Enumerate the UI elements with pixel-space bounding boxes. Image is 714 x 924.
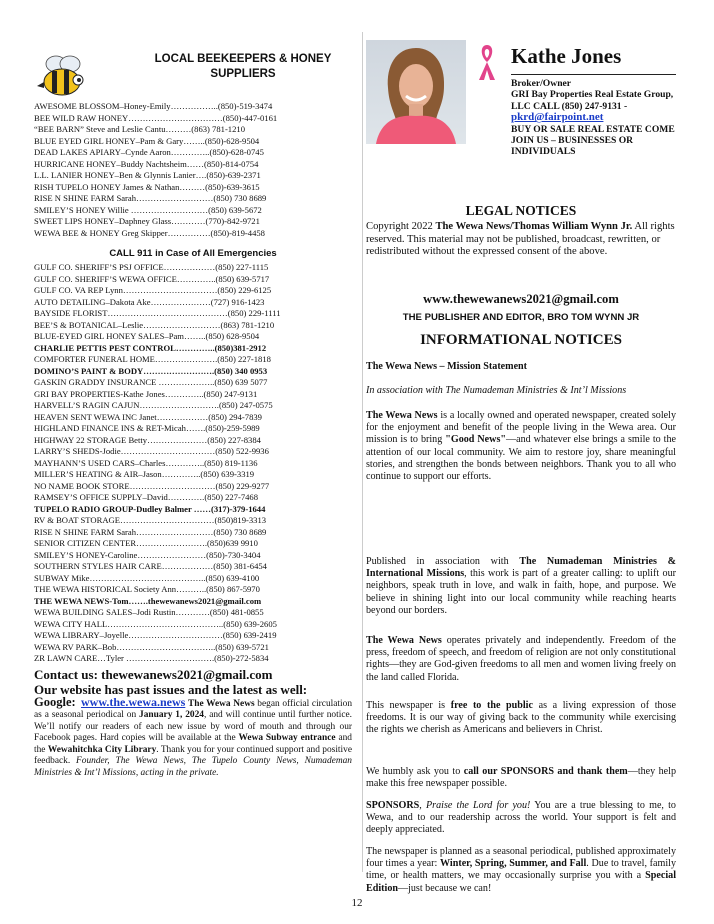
list-item: BLUE EYED GIRL HONEY–Pam & Gary……..(850)-628-9504 — [34, 135, 260, 146]
special-edition: Special Edition — [366, 870, 676, 894]
divider — [511, 74, 676, 75]
mission-title-text: The Wewa News – Mission Statement — [366, 361, 528, 372]
list-item: GRI BAY PROPERTIES-Kathe Jones…………..(850) 247-9131 — [34, 388, 258, 399]
list-item: SENIOR CITIZEN CENTER…………………….(850)639 9910 — [34, 538, 258, 548]
sponsor-call-paragraph — [366, 766, 676, 790]
sponsor-paragraph — [366, 800, 676, 837]
list-item: SOUTHERN STYLES HAIR CARE………………(850) 381-6454 — [34, 561, 267, 571]
list-item: SWEET LIPS HONEY–Daphney Glass…………(770)-842-9721 — [34, 216, 260, 226]
agent-role: Broker/Owner — [511, 78, 572, 89]
body-text: —they help make this free newspaper possible. — [366, 766, 677, 790]
beekeepers-title: LOCAL BEEKEEPERS & HONEY SUPPLIERS — [154, 53, 332, 80]
free-text: free to the public — [450, 700, 533, 711]
schedule-paragraph — [366, 846, 676, 895]
good-news: "Good News" — [445, 434, 506, 446]
publisher-line: THE PUBLISHER AND EDITOR, BRO TOM WYNN JR — [402, 312, 640, 323]
agent-tagline: BUY OR SALE REAL ESTATE COME JOIN US – BUSINESSES OR INDIVIDUALS — [511, 123, 675, 158]
library-location: Wewahitchka City Library — [47, 744, 157, 755]
list-item: BLUE-EYED GIRL HONEY SALES–Pam……..(850) 628-9504 — [34, 331, 260, 341]
left-column — [34, 52, 352, 780]
list-item: COMFORTER FUNERAL HOME………………….(850) 227-1818 — [34, 354, 271, 364]
pink-ribbon-icon — [476, 42, 498, 82]
google-label: Google: — [34, 694, 76, 709]
list-item: HURRICANE HONEY–Buddy Nachtsheim……(850)-814-0754 — [34, 158, 259, 169]
list-item: TUPELO RADIO GROUP-Dudley Balmer ……(317)-379-1644 — [34, 503, 266, 514]
start-date: January 1, 2024 — [139, 710, 204, 721]
paper-name: The Wewa News — [366, 410, 438, 421]
body-text: The newspaper is planned as a seasonal periodical, published approximately four times a year: — [366, 846, 676, 870]
contact-line: Contact us: thewewanews2021@gmail.com — [34, 666, 273, 682]
legal-prefix: Copyright 2022 — [366, 221, 436, 232]
association-text: In association with The Numademan Ministries & Int’l Missions — [366, 385, 627, 396]
list-item: WEWA BUILDING SALES–Jodi Rustin…………(850) 481-0855 — [34, 607, 264, 617]
mission-paragraph — [366, 410, 676, 483]
agent-email-link[interactable]: pkrd@fairpoint.net — [511, 111, 604, 124]
list-item: HIGHLAND FINANCE INS & RET-Micah…….(850)-259-5989 — [34, 423, 260, 433]
freedom-paragraph — [366, 635, 676, 684]
body-text: We humbly ask you to — [366, 766, 464, 777]
list-item: DOMINO’S PAINT & BODY…………………….(850) 340 0953 — [34, 365, 268, 376]
list-item: SMILEY’S HONEY Willie ………………………(850) 639-5672 — [34, 204, 262, 215]
list-item: RV & BOAT STORAGE……………………………(850)819-3313 — [34, 515, 267, 525]
body-text: as a living expression of those freedoms. It is our way of giving back to the community while exercising the rights we cherish as Americans and believers in Christ. — [366, 700, 676, 736]
list-item: RISE N SHINE FARM Sarah………………………(850) 730 8689 — [34, 526, 267, 537]
list-item: SMILEY’S HONEY-Caroline……………………(850)-730-3404 — [34, 549, 261, 560]
list-item: AWESOME BLOSSOM–Honey-Emily……………..(850)-519-3474 — [34, 101, 273, 111]
body-text: is a locally owned and operated newspaper, created solely for the enjoyment and benefit of the people living in the Wewa area. Our mission is to bring — [366, 410, 676, 446]
beekeepers-list — [34, 101, 352, 239]
agent-info — [511, 78, 676, 158]
list-item: MAYHANN’S USED CARS–Charles…………..(850) 819-1136 — [34, 457, 258, 468]
sponsors-label: SPONSORS — [366, 800, 420, 811]
list-item: HEAVEN SENT WEWA INC Janet………………(850) 294-7839 — [34, 411, 262, 422]
body-text: —and whatever else brings a smile to the attention of our local community. We aim to restore joy, share meaningful stories, and strengthen the bonds between neighbors. Thank you to all who continue to support our efforts. — [366, 434, 677, 483]
agent-name: Kathe Jones — [511, 44, 622, 68]
body-text: operates privately and independently. Freedom of the press, freedom of speech, and freedom of religion are not only constitutional rights—they are God-given freedoms to all men and women living freely on the land called Florida. — [366, 635, 676, 683]
circulation-paragraph — [34, 694, 353, 780]
website-line: Our website has past issues and the latest as well: — [34, 681, 308, 697]
paper-name: The Wewa News — [366, 635, 442, 646]
list-item: WEWA BEE & HONEY Greg Skipper……………(850)-819-4458 — [34, 227, 265, 238]
legal-body: All rights reserved. This material may not be published, broadcast, rewritten, or redistributed without the expressed consent of the above. — [366, 221, 675, 258]
list-item: GULF CO. SHERIFF’S PSJ OFFICE………………(850) 227-1115 — [34, 262, 269, 272]
list-item: RISE N SHINE FARM Sarah………………………(850) 730 8689 — [34, 193, 267, 203]
agent-photo — [366, 40, 466, 144]
website-link[interactable]: www.the.wewa.news — [81, 694, 186, 709]
body-text: and the — [34, 733, 352, 755]
body-text: began official circulation as a seasonal periodical on — [34, 698, 353, 721]
list-item: “BEE BARN” Steve and Leslie Cantu………(863) 781-1210 — [34, 124, 245, 134]
sponsor-call: call our SPONSORS and thank them — [463, 766, 628, 777]
mission-title — [366, 361, 676, 373]
list-item: ZR LAWN CARE…Tyler ………………………….(850)-272-5834 — [34, 653, 269, 663]
body-text: This newspaper is — [366, 700, 451, 711]
list-item: HARVELL’S RAGIN CAJUN……………………….(850) 247-0575 — [34, 400, 273, 410]
list-item: SUBWAY Mike…………………………………..(850) 639-4100 — [34, 572, 260, 583]
body-text: Published in association with — [366, 556, 520, 567]
association-line — [366, 385, 676, 397]
legal-text — [366, 221, 676, 259]
ministry-name: The Numademan Ministries & International Missions — [366, 556, 677, 580]
list-item: WEWA RV PARK–Bob……………………………..(850) 639-5721 — [34, 641, 269, 652]
portrait-image — [366, 40, 466, 144]
emergency-title: CALL 911 in Case of All Emergencies — [109, 248, 277, 259]
body-text: , this work is part of a greater calling: to uplift our neighbors, speak truth in love, and walk in faith, hope, and purpose. We believe in shining light into our local community while reaching hearts beyond our borders. — [366, 568, 676, 616]
list-item: BAYSIDE FLORIST……………………………………(850) 229-1111 — [34, 308, 281, 318]
body-text: You are a true blessing to me, to Wewa, and to our readership across the world. Your support is felt and deeply appreciated. — [366, 800, 676, 836]
list-item: THE WEWA NEWS-Tom…….thewewanews2021@gmail.com — [34, 595, 262, 606]
body-text: —just because we can! — [397, 882, 492, 894]
list-item: WEWA LIBRARY–Joyelle……………………………(850) 639-2419 — [34, 630, 277, 640]
list-item: L.L. LANIER HONEY–Ben & Glynnis Lanier….(850)-639-2371 — [34, 170, 261, 180]
body-text: . Due to travel, family time, or health matters, we may occasionally surprise you with a — [366, 858, 676, 882]
list-item: RAMSEY’S OFFICE SUPPLY–David………….(850) 227-7468 — [34, 492, 259, 502]
legal-heading: LEGAL NOTICES — [465, 203, 577, 218]
list-item: DEAD LAKES APIARY–Cynde Aaron…………..(850)-628-0745 — [34, 147, 264, 157]
bee-icon — [34, 52, 90, 100]
list-item: THE WEWA HISTORICAL Society Ann………..(850) 867-5970 — [34, 584, 260, 594]
list-item: BEE WILD RAW HONEY……………………………(850)-447-0161 — [34, 112, 278, 123]
praise-text: , Praise the Lord for you! — [419, 800, 531, 811]
copyright-holder: The Wewa News/Thomas William Wynn Jr. — [435, 221, 633, 232]
list-item: GULF CO. VA REP Lynn……………………………(850) 229-6125 — [34, 285, 272, 295]
masthead-email: www.thewewanews2021@gmail.com — [423, 292, 619, 306]
signoff: Founder, The Wewa News, The Tupelo County News, Numademan Ministries & Int’l Missions, acting in the private. — [34, 756, 352, 779]
body-text: , and will continue until further notice. We’ll notify our readers of each new issue by word of mouth and through our Facebook pages. Hard copies will be available at the — [34, 710, 352, 744]
body-text: . Thank you for your continued support and positive feedback. — [34, 744, 352, 767]
emergency-list — [34, 262, 352, 665]
association-paragraph — [366, 556, 676, 617]
list-item: NO NAME BOOK STORE…………………………(850) 229-9277 — [34, 480, 270, 491]
list-item: HIGHWAY 22 STORAGE Betty…………………(850) 227-8384 — [34, 434, 261, 445]
paper-name: The Wewa News — [188, 698, 255, 709]
subway-location: Wewa Subway entrance — [238, 733, 336, 744]
list-item: RISH TUPELO HONEY James & Nathan………(850)-639-3615 — [34, 181, 260, 192]
list-item: WEWA CITY HALL…………………………………..(850) 639-2605 — [34, 618, 277, 629]
agent-company: GRI Bay Properties Real Estate Group, LLC CALL (850) 247-9131 - — [511, 89, 674, 112]
free-paragraph — [366, 700, 676, 737]
list-item: LARRY’S SHEDS-Jodie……………………………(850) 522-9936 — [34, 446, 269, 456]
list-item: MILLER’S HEATING & AIR–Jason…………..(850) 639-3319 — [34, 469, 255, 479]
list-item: BEE’S & BOTANICAL–Leslie………………………(863) 781-1210 — [34, 319, 275, 330]
list-item: CHARLIE PETTIS PEST CONTROL…………..(850)381-2912 — [34, 342, 267, 353]
list-item: AUTO DETAILING–Dakota Ake…………………(727) 916-1423 — [34, 296, 265, 307]
page-number: 12 — [351, 897, 363, 909]
list-item: GULF CO. SHERIFF’S WEWA OFFICE…………..(850) 639-5717 — [34, 273, 270, 284]
list-item: GASKIN GRADDY INSURANCE ………………..(850) 639 5077 — [34, 377, 268, 387]
info-heading: INFORMATIONAL NOTICES — [420, 332, 622, 348]
seasons: Winter, Spring, Summer, and Fall — [440, 858, 587, 870]
